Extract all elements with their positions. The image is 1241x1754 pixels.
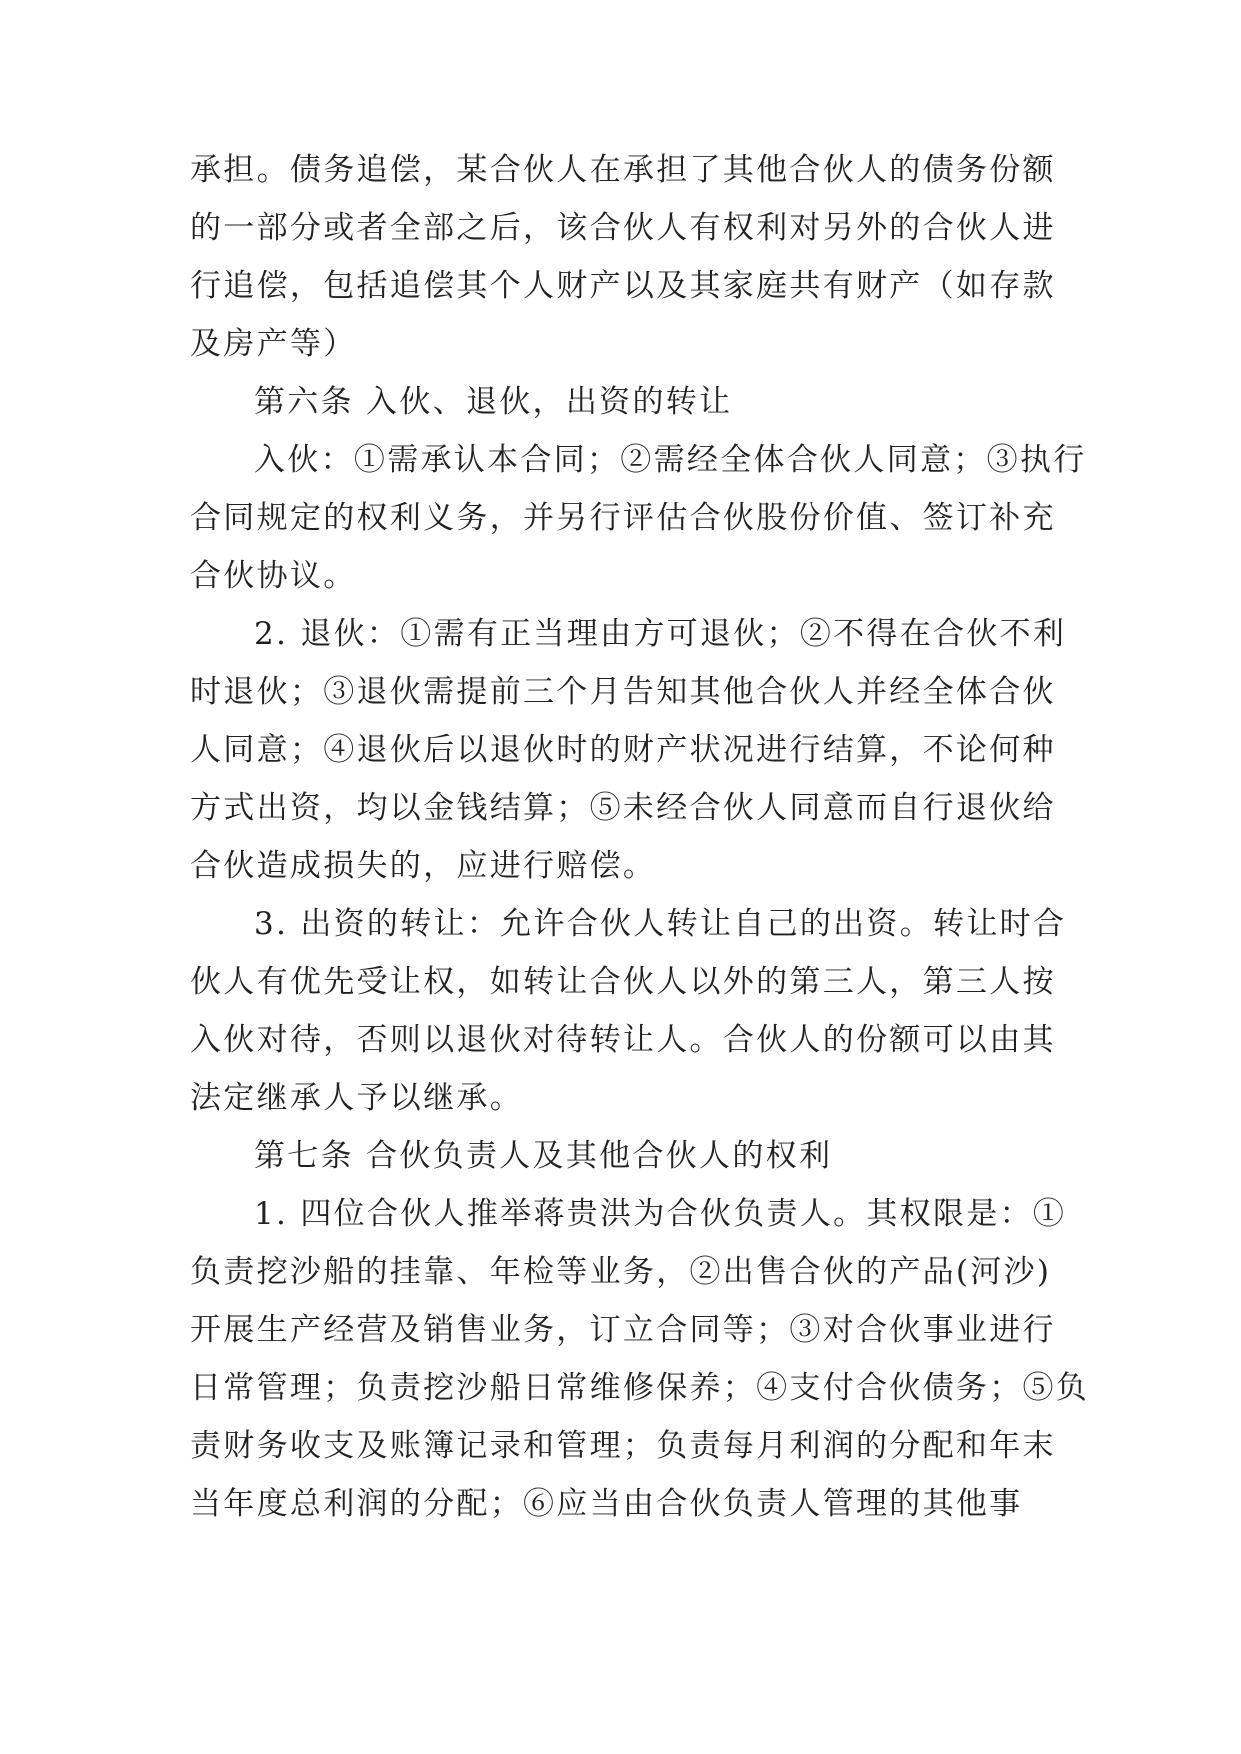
text-line: 入伙：①需承认本合同；②需经全体合伙人同意；③执行 (254, 442, 1087, 478)
text-line: 伙人有优先受让权，如转让合伙人以外的第三人，第三人按 (190, 964, 1056, 1000)
text-line: 日常管理；负责挖沙船日常维修保养；④支付合伙债务；⑤负 (190, 1370, 1090, 1406)
section-heading: 第七条 合伙负责人及其他合伙人的权利 (254, 1138, 833, 1174)
text-line: 当年度总利润的分配；⑥应当由合伙负责人管理的其他事 (190, 1486, 1023, 1522)
text-line: 1. 四位合伙人推举蒋贵洪为合伙负责人。其权限是：① (254, 1196, 1067, 1232)
text-line: 时退伙；③退伙需提前三个月告知其他合伙人并经全体合伙 (190, 674, 1056, 710)
text-line: 方式出资，均以金钱结算；⑤未经合伙人同意而自行退伙给 (190, 790, 1056, 826)
text-line: 承担。债务追偿，某合伙人在承担了其他合伙人的债务份额 (190, 152, 1056, 188)
text-line: 开展生产经营及销售业务，订立合同等；③对合伙事业进行 (190, 1312, 1056, 1348)
text-line: 负责挖沙船的挂靠、年检等业务，②出售合伙的产品(河沙) (190, 1254, 1052, 1290)
text-line: 合伙协议。 (190, 558, 357, 594)
text-line: 的一部分或者全部之后，该合伙人有权利对另外的合伙人进 (190, 210, 1056, 246)
text-line: 法定继承人予以继承。 (190, 1080, 523, 1116)
text-line: 行追偿，包括追偿其个人财产以及其家庭共有财产（如存款 (190, 268, 1056, 304)
text-line: 及房产等） (190, 326, 357, 362)
text-line: 2. 退伙：①需有正当理由方可退伙；②不得在合伙不利 (254, 616, 1067, 652)
section-heading: 第六条 入伙、退伙，出资的转让 (254, 384, 733, 420)
text-line: 合同规定的权利义务，并另行评估合伙股份价值、签订补充 (190, 500, 1056, 536)
text-line: 3. 出资的转让：允许合伙人转让自己的出资。转让时合 (254, 906, 1067, 942)
text-line: 责财务收支及账簿记录和管理；负责每月利润的分配和年末 (190, 1428, 1056, 1464)
text-line: 合伙造成损失的，应进行赔偿。 (190, 848, 657, 884)
text-line: 人同意；④退伙后以退伙时的财产状况进行结算，不论何种 (190, 732, 1056, 768)
text-line: 入伙对待，否则以退伙对待转让人。合伙人的份额可以由其 (190, 1022, 1056, 1058)
